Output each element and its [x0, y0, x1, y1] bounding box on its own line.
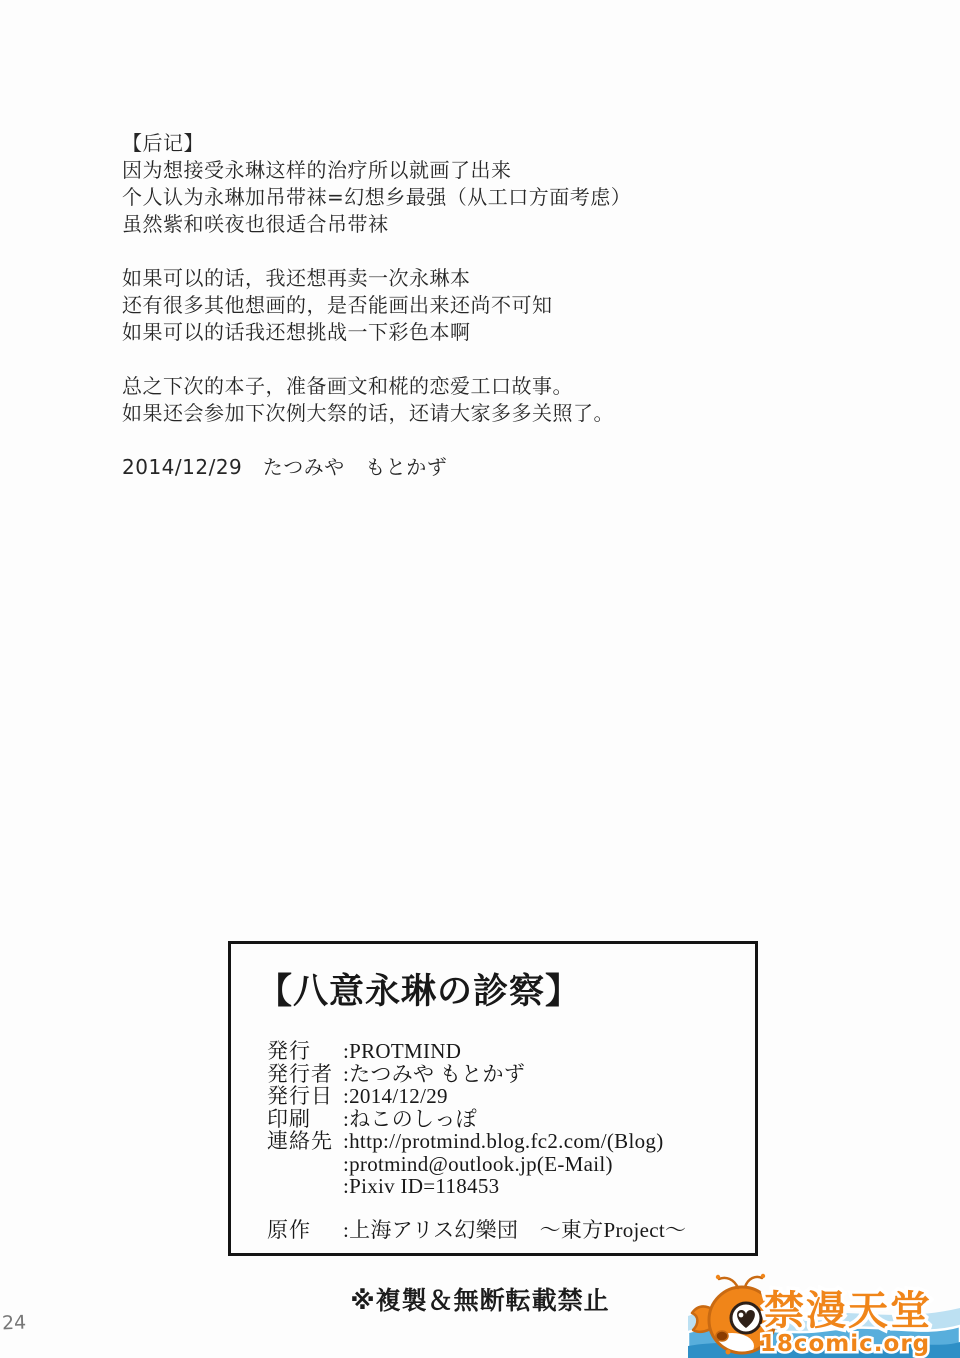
row-value: :2014/12/29 — [343, 1084, 448, 1108]
row-label: 原作 — [267, 1217, 311, 1242]
watermark-banner — [688, 1272, 960, 1358]
blank-line — [122, 427, 631, 454]
row-label — [267, 1153, 343, 1176]
colophon-row-contact-blog — [267, 1130, 755, 1153]
blank-line — [122, 346, 631, 373]
afterword-line: 虽然紫和咲夜也很适合吊带袜 — [122, 212, 389, 236]
row-value: :たつみや もとかず — [343, 1061, 526, 1086]
row-label — [267, 1175, 343, 1198]
afterword-heading: 【后记】 — [122, 131, 204, 155]
row-label: 発行 — [267, 1039, 311, 1063]
row-label: 発行者 — [267, 1061, 333, 1086]
blank-line — [122, 238, 631, 265]
row-label: 連絡先 — [267, 1129, 333, 1153]
afterword-line: 如果可以的话我还想挑战一下彩色本啊 — [122, 320, 471, 344]
colophon-row-publisher — [267, 1040, 755, 1063]
colophon-row-contact-email — [267, 1153, 755, 1176]
row-value: :Pixiv ID=118453 — [343, 1174, 500, 1198]
row-label: 発行日 — [267, 1084, 333, 1108]
afterword-text — [122, 130, 631, 481]
colophon-row-printer — [267, 1108, 755, 1131]
row-label: 印刷 — [267, 1106, 311, 1131]
colophon-rows — [267, 1040, 755, 1241]
row-value: :http://protmind.blog.fc2.com/(Blog) — [343, 1129, 664, 1153]
colophon-row-original-work — [267, 1219, 755, 1242]
row-value: :ねこのしっぽ — [343, 1106, 477, 1131]
colophon-row-author — [267, 1063, 755, 1086]
colophon-row-date — [267, 1085, 755, 1108]
no-reproduction-notice: ※複製＆無断転載禁止 — [350, 1286, 610, 1315]
afterword-line: 个人认为永琳加吊带袜=幻想乡最强（从工口方面考虑） — [122, 185, 632, 209]
afterword-line: 因为想接受永琳这样的治疗所以就画了出来 — [122, 158, 512, 182]
row-value: :protmind@outlook.jp(E-Mail) — [343, 1151, 613, 1176]
afterword-line: 如果可以的话，我还想再卖一次永琳本 — [122, 266, 471, 290]
row-value: :PROTMIND — [343, 1039, 462, 1063]
signature-date-line: 2014/12/29 たつみや もとかず — [122, 455, 448, 479]
afterword-line: 还有很多其他想画的，是否能画出来还尚不可知 — [122, 293, 553, 317]
colophon-row-contact-pixiv — [267, 1175, 755, 1198]
watermark-site-name: 禁漫天堂 — [764, 1288, 932, 1334]
colophon-box — [228, 941, 758, 1256]
colophon-title: 【八意永琳の診察】 — [257, 972, 582, 1011]
watermark-site-url: 18comic.org — [759, 1331, 931, 1357]
page-number: 24 — [1, 1311, 27, 1335]
row-value: :上海アリス幻樂団 ～東方Project～ — [343, 1217, 687, 1242]
afterword-line: 总之下次的本子，准备画文和椛的恋爱工口故事。 — [122, 374, 573, 398]
afterword-line: 如果还会参加下次例大祭的话，还请大家多多关照了。 — [122, 401, 614, 425]
